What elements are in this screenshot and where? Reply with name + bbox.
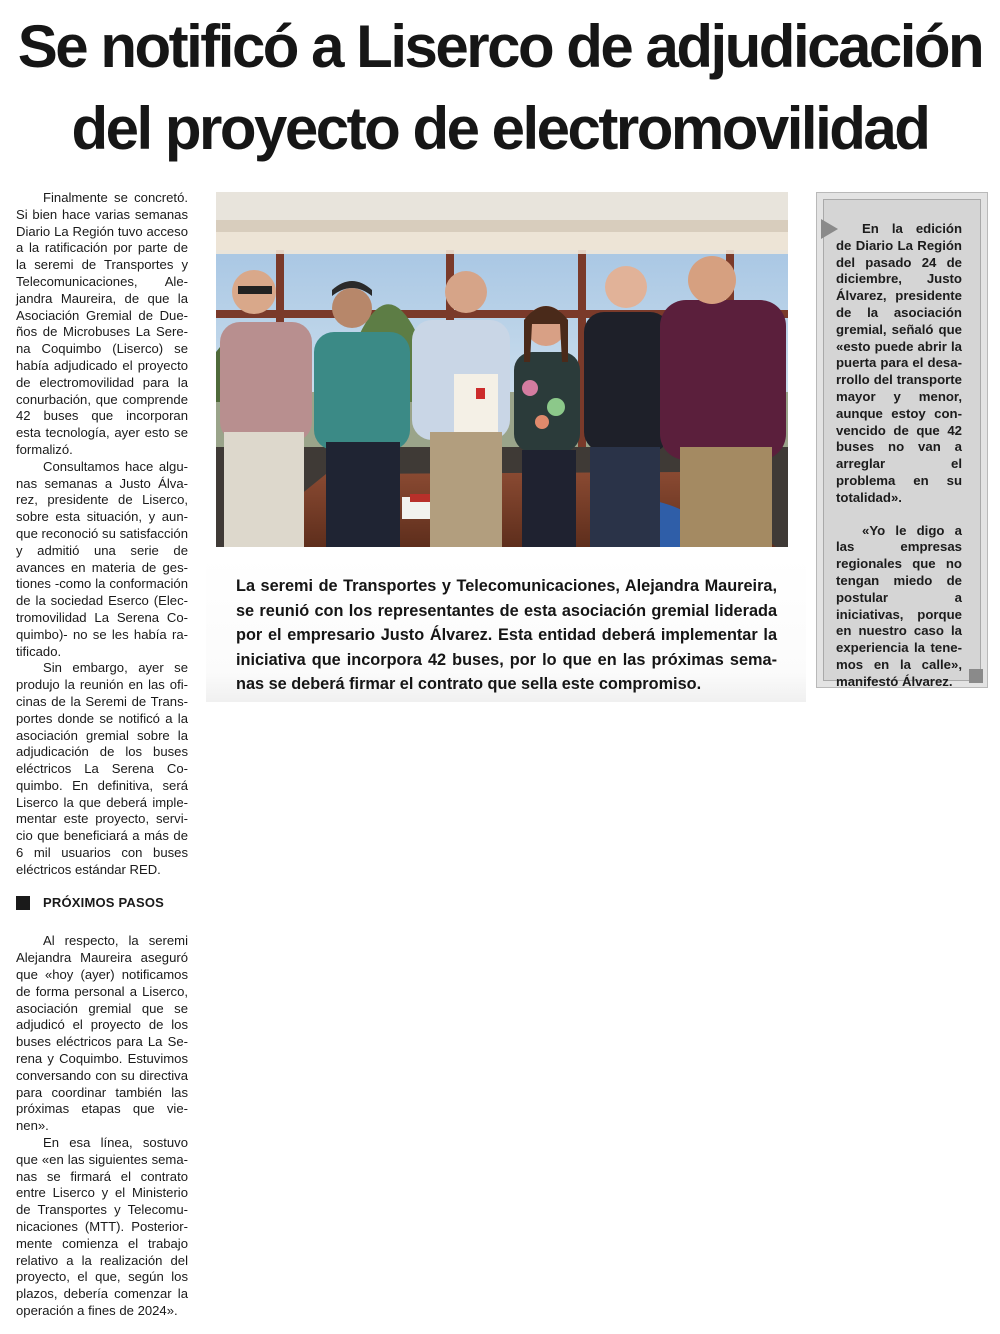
subheading-label: PRÓXIMOS PASOS xyxy=(43,894,165,910)
quote-sidebar xyxy=(816,192,988,688)
headline-line-1: Se notificó a Liserco de adjudicación xyxy=(17,13,983,80)
meeting-photo xyxy=(216,192,788,547)
sidebar-paragraph-2: «Yo le digo a las empresas regionales que no tengan miedo de postular a iniciativas, porque en nuestro caso la experiencia la tenemos en la calle», manifestó Álvarez. xyxy=(836,522,962,689)
headline-line-2: del proyecto de electromovilidad xyxy=(71,95,929,162)
sidebar-text xyxy=(836,221,962,707)
sidebar-paragraph-1: En la edición de Diario La Región del pasado 24 de diciembre, Justo Álvarez, presidente de la asociación gremial, señaló que «esto puede abrir la puerta para el desarrollo del transporte mayor y menor, aunque estoy convencido de que 42 buses no van a arreglar el problema en su totalidad». xyxy=(836,221,962,505)
square-corner-icon xyxy=(969,669,983,683)
body-paragraph-5: En esa línea, sostuvo que «en las siguientes semanas se firmará el contrato entre Liserco y el Ministerio de Transportes y Telecomunicaciones (MTT). Posteriormente comienza el trabajo relativo a la realización del proyecto, el que, según los plazos, debería comenzar la operación a fines de 2024». xyxy=(16,1135,188,1318)
headline xyxy=(0,6,1000,170)
photo-caption: La seremi de Transportes y Telecomunicaciones, Alejandra Maureira, se reunió con los representantes de esta asociación gremial liderada por el empresario Justo Álvarez. Esta entidad deberá implementar la iniciativa que incorpora 42 buses, por lo que en las próximas semanas se deberá firmar el contrato que sella este compromiso. xyxy=(236,577,777,694)
body-paragraph-1: Finalmente se concretó. Si bien hace varias semanas Diario La Región tuvo acceso a la ratificación por parte de la seremi de Transportes y Telecomunicaciones, Alejandra Maureira, de que la Asociación Gremial de Dueños de Microbuses La Serena Coquimbo (Liserco) se había adjudicado el proyecto de electromovilidad para la conurbación, que comprende 42 buses que incorporan esta tecnología, ayer esto se formalizó. xyxy=(16,190,188,457)
section-subheading xyxy=(16,895,188,912)
article-body xyxy=(16,190,188,1320)
square-bullet-icon xyxy=(16,896,30,910)
body-paragraph-2: Consultamos hace algunas semanas a Justo Álvarez, presidente de Liserco, sobre esta situación, y aunque reconoció su satisfacción y admitió una serie de avances en materia de gestiones -como la conformación de la sociedad Eserco (Electromovilidad La Serena Coquimbo)- no se les había ratificado. xyxy=(16,458,188,659)
body-paragraph-3: Sin embargo, ayer se produjo la reunión en las oficinas de la Seremi de Transportes donde se notificó a la asociación gremial sobre la adjudicación de los buses eléctricos La Serena Coquimbo. En definitiva, será Liserco la que deberá implementar este proyecto, servicio que beneficiará a más de 6 mil usuarios con buses eléctricos estándar RED. xyxy=(16,660,188,877)
body-paragraph-4: Al respecto, la seremi Alejandra Maureira aseguró que «hoy (ayer) notificamos de forma personal a Liserco, asociación gremial que se adjudicó el proyecto de los buses eléctricos para La Serena y Coquimbo. Estuvimos conversando con su directiva para coordinar también las próximas etapas que vienen». xyxy=(16,933,188,1134)
